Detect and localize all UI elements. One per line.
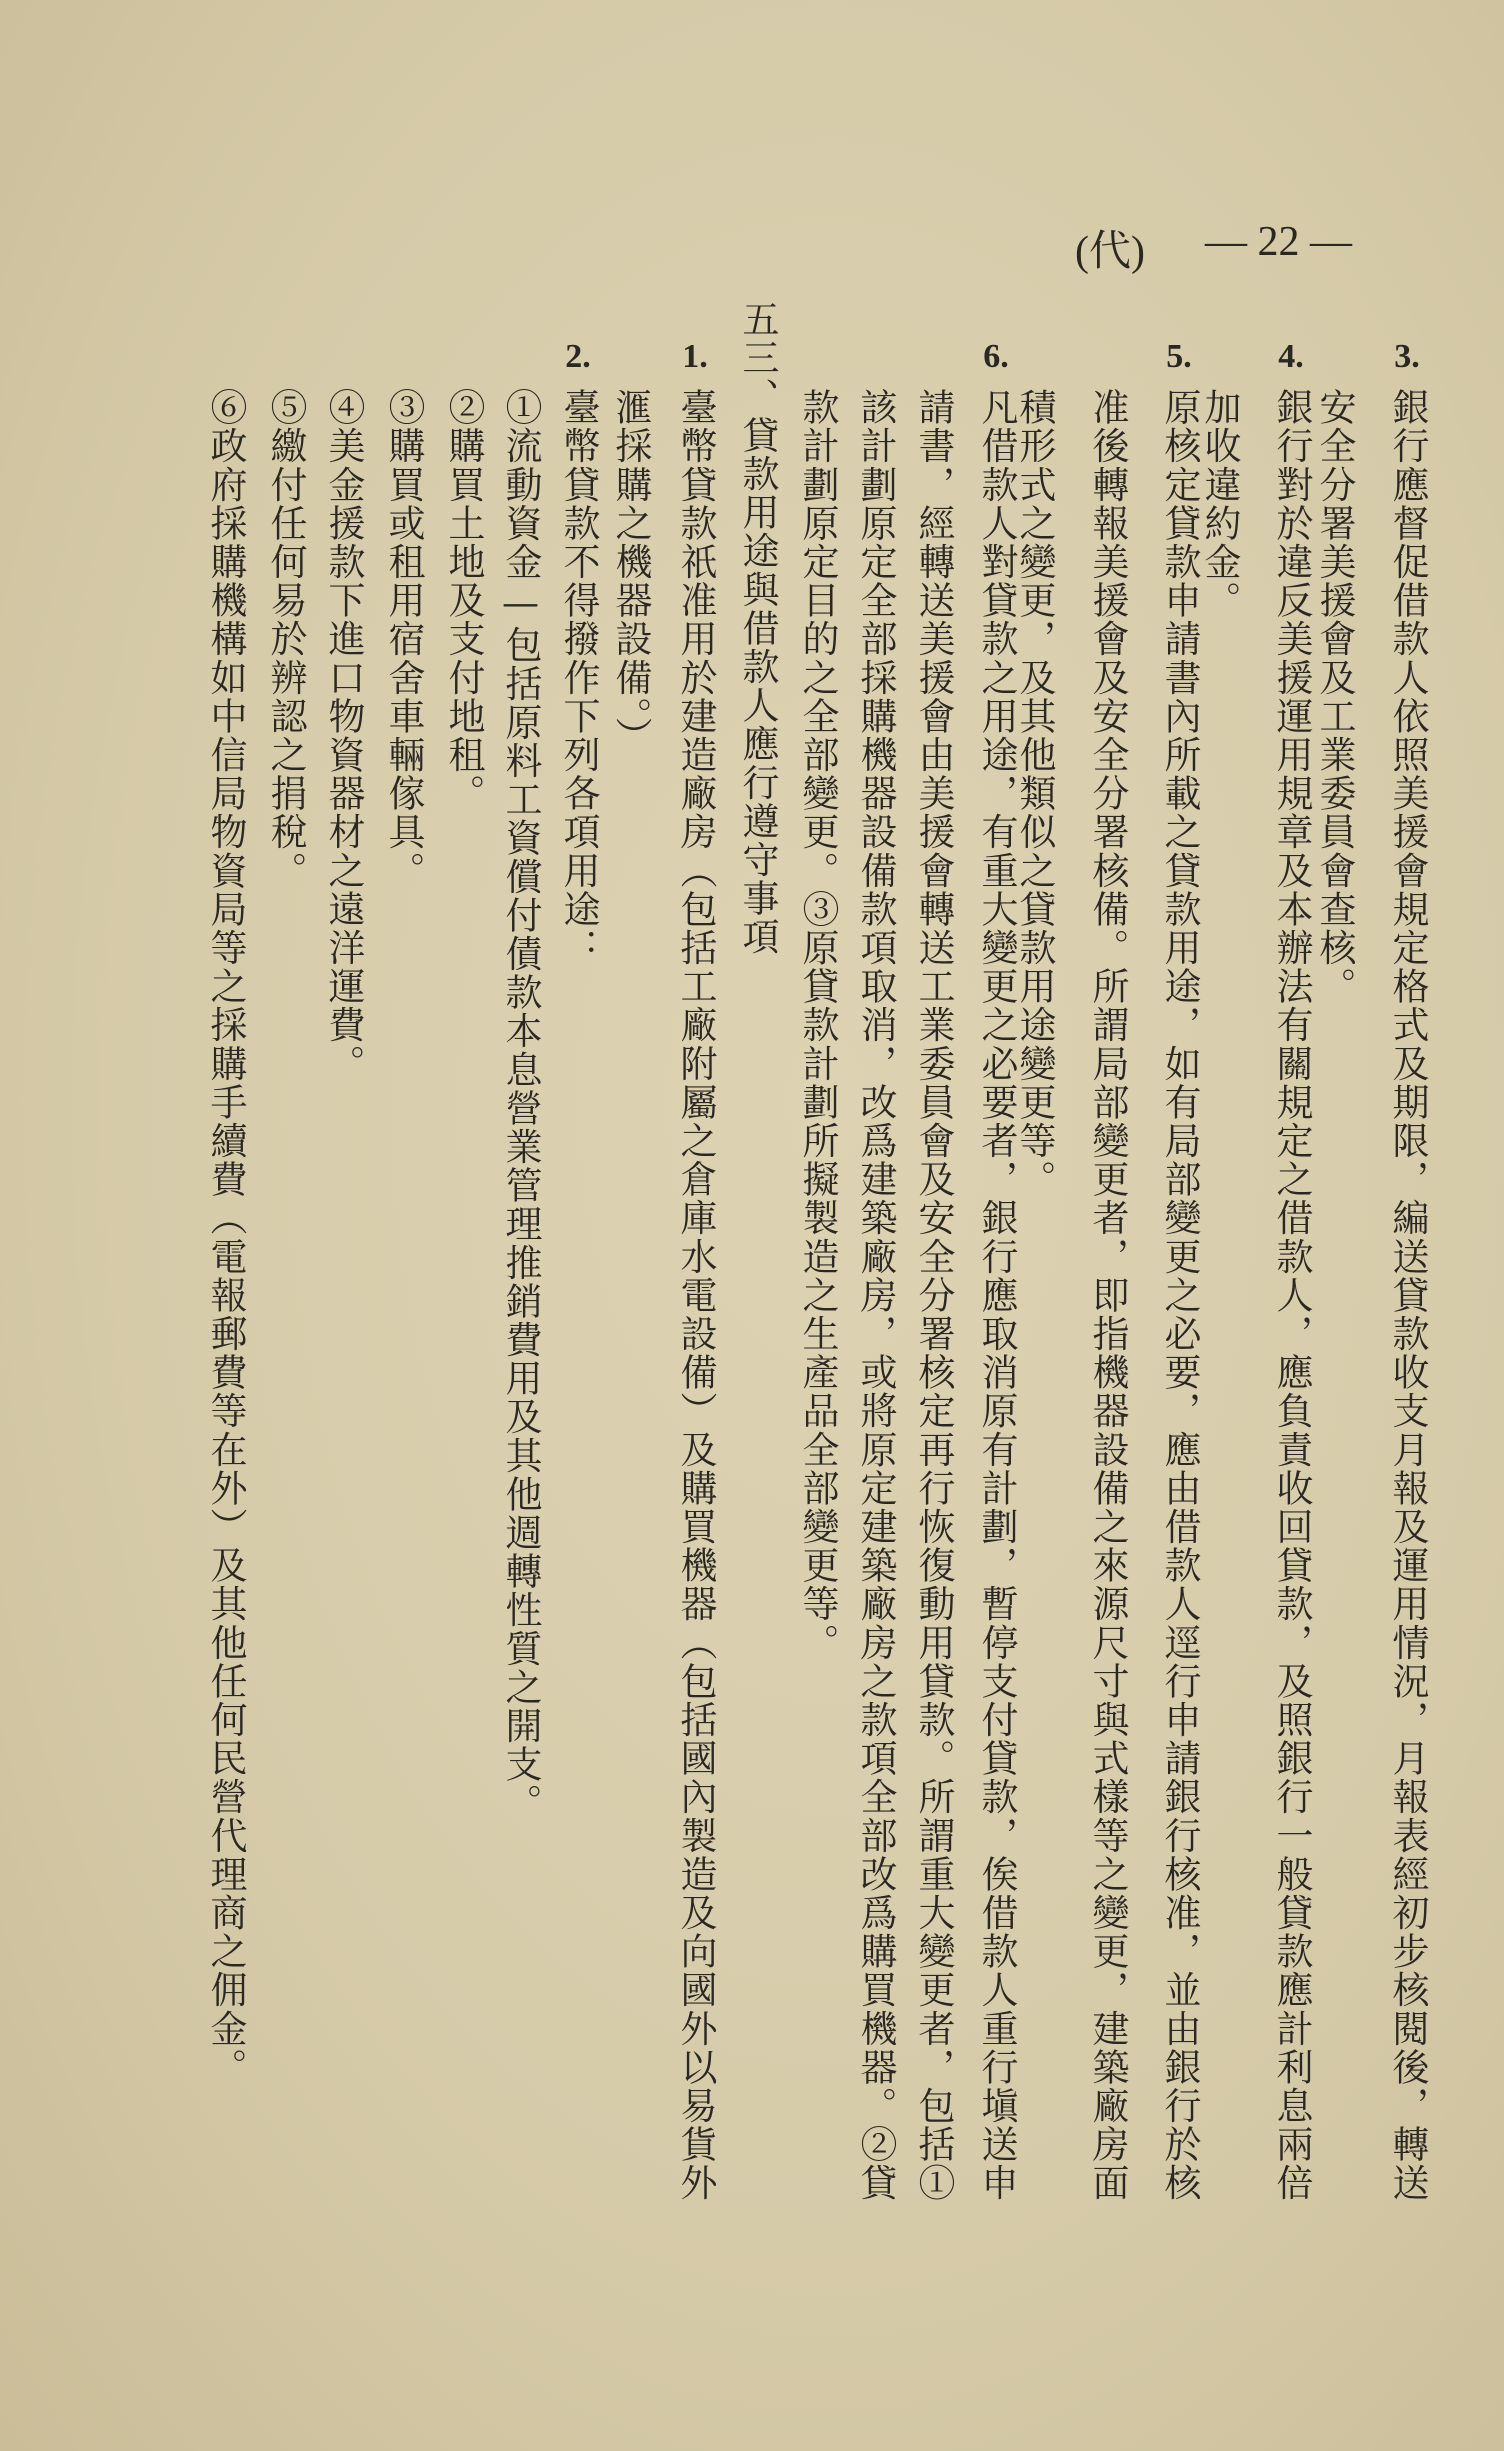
item-text-line: 臺幣貸款不得撥作下列各項用途： [557, 388, 600, 967]
item-text-line: 款計劃原定目的之全部變更。③原貸款計劃所擬製造之生產品全部變更等。 [796, 388, 839, 1662]
item-text-line: 凡借款人對貸款之用途，有重大變更之必要者，銀行應取消原有計劃，暫停支付貸款，俟借款人重行塡送申 [975, 388, 1018, 2203]
prohibited-use-item: ⑤繳付任何易於辨認之捐稅。 [264, 388, 307, 890]
item-number: 3. [1394, 338, 1420, 375]
prohibited-use-item: ③購買或租用宿舍車輛傢具。 [382, 388, 425, 890]
item-text-line: 原核定貸款申請書內所載之貸款用途，如有局部變更之必要，應由借款人逕行申請銀行核准，並由銀行於核 [1158, 388, 1201, 2203]
prohibited-use-item: ①流動資金—包括原料工資償付債款本息營業管理推銷費用及其他週轉性質之開支。 [499, 388, 542, 1823]
item-text-line: 加收違約金。 [1198, 388, 1241, 620]
page-number: — 22 — [1205, 219, 1352, 265]
item-text-line: 滙採購之機器設備。） [609, 388, 652, 756]
item-text-line: 臺幣貸款祇准用於建造廠房（包括工廠附屬之倉庫水電設備）及購買機器（包括國內製造及向國外以易貨外 [674, 388, 717, 2203]
item-text-line: 准後轉報美援會及安全分署核備。所謂局部變更者，即指機器設備之來源尺寸與式樣等之變更，建築廠房面 [1086, 388, 1129, 2203]
prohibited-use-item: ④美金援款下進口物資器材之遠洋運費。 [322, 388, 365, 1083]
item-number: 1. [682, 338, 708, 375]
item-text-line: 銀行應督促借款人依照美援會規定格式及期限，編送貸款收支月報及運用情況，月報表經初步核閱後，轉送 [1386, 388, 1429, 2203]
prohibited-use-item: ②購買土地及支付地租。 [442, 388, 485, 813]
item-text-line: 安全分署美援會及工業委員會查核。 [1313, 388, 1356, 1006]
section-marker: (代) [1075, 229, 1145, 275]
item-number: 5. [1166, 338, 1192, 375]
section-heading: 五三、貸款用途與借款人應行遵守事項 [736, 300, 779, 957]
item-text-line: 請書，經轉送美援會由美援會轉送工業委員會及安全分署核定再行恢復動用貸款。所謂重大變更者，包括① [912, 388, 955, 2203]
item-number: 6. [983, 338, 1009, 375]
item-text-line: 該計劃原定全部採購機器設備款項取消，改爲建築廠房，或將原定建築廠房之款項全部改爲購買機器。②貸 [854, 388, 897, 2203]
item-number: 4. [1278, 338, 1304, 375]
item-number: 2. [565, 338, 591, 375]
prohibited-use-item: ⑥政府採購機構如中信局物資局等之採購手續費（電報郵費等在外）及其他任何民營代理商之佣金。 [204, 388, 247, 2087]
item-text-line: 積形式之變更，及其他類似之貸款用途變更等。 [1013, 388, 1056, 1199]
item-text-line: 銀行對於違反美援運用規章及本辦法有關規定之借款人，應負責收回貸款，及照銀行一般貸款應計利息兩倍 [1270, 388, 1313, 2203]
